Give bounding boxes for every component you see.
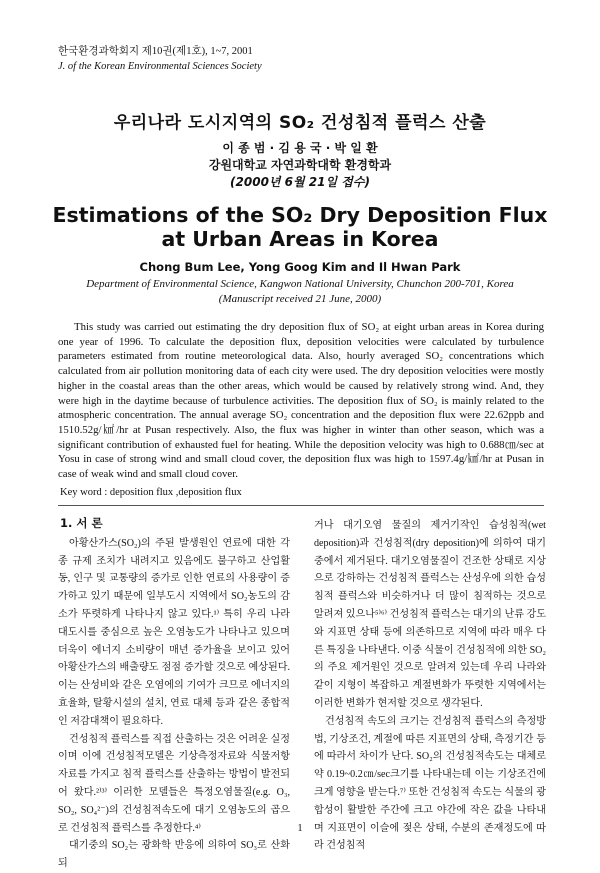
english-affiliation: Department of Environmental Science, Kangwon National University, Chunchon 200-701, Korea [86,278,514,290]
right-column [314,517,546,855]
journal-name-english: J. of the Korean Environmental Sciences Society [58,61,262,72]
korean-affiliation: 강원대학교 자연과학대학 환경학과 [208,158,392,172]
body-paragraph: 대기중의 SO₂는 광화학 반응에 의하여 SO₃로 산화되 [58,840,290,870]
english-affiliation-block [0,277,600,307]
body-paragraph: 건성침적 속도의 크기는 건성침적 플럭스의 측정방법, 기상조건, 계절에 따른 지표면의 상태, 측정기간 등에 따라서 차이가 난다. SO₂의 건성침적속도는 대체로 약 0.19~0.2㎝/sec크기를 나타내는데 이는 기상조건에 크게 영향을 받는다.⁷⁾ 또한 건성침적 속도는 식물의 광합성이 활발한 주간에 크고 야간에 작은 값을 나타내며 지표면이 이슬에 젖은 상태, 수분의 존재정도에 따라 건성침적 [314,715,546,852]
abstract: This study was carried out estimating the dry deposition flux of SO₂ at eight urban areas in Korea during one year of 1996. To calculate the deposition flux, deposition velocities were calculated by turbulence parameters estimated from routine meteorological data. Also, hourly averaged SO₂ concentrations which calculated from air pollution monitoring data of each city were used. The dry deposition velocities were mostly higher in the coastal areas than the other areas, which would be caused by relatively strong wind. And, they were high in the daytime because of turbulence activities. The deposition flux of SO₂ is mainly related to the atmospheric concentration. The annual average SO₂ concentration and the deposition flux were 22.62ppb and 1510.52g/㎢/hr at Pusan respectively. Also, the flux was higher in winter than other season, which was a significant contribution of exhausted fuel for heating. While the deposition velocity was high to 0.688㎝/sec at Yosu in case of strong wind and small cloud cover, the deposition flux was high to 1597.4g/㎢/hr at Pusan in case of weak wind and small cloud cover. [58,321,544,481]
body-paragraph: 건성침적 플럭스를 직접 산출하는 것은 어려운 실정이며 이에 건성침적모델은 기상측정자료와 식물저항자료를 가지고 침적 플럭스를 산출하는 방법이 발전되어 왔다.²⁾³⁾ 이러한 모델들은 특정오염물질(e.g. O₃, SO₂, SO₄²⁻)의 건성침적속도에 대기 오염농도의 곱으로 건성침적 플럭스를 추정한다.⁴⁾ [58,733,290,834]
body-paragraph: 거나 대기오염 물질의 제거기작인 습성침적(wet deposition)과 건성침적(dry deposition)에 의하여 대기 중에서 제거된다. 대기오염물질이 건조한 상태로 지상으로 강하하는 건성침적 플럭스는 산성우에 의한 습성침적 플럭스와 비슷하거나 더 많이 침적하는 것으로 알려져 있으나⁵⁾⁶⁾ 건성침적 플럭스는 대기의 난류 강도와 지표면 상태 등에 의존하므로 지역에 따라 매우 다른 특징을 나타낸다. 이중 식물이 건성침적에 의한 SO₂의 주요 제거원인 것으로 알려져 있는데 우리 나라와 같이 지형이 복잡하고 계절변화가 뚜렷한 지역에서는 이러한 변화가 현저할 것으로 생각된다. [314,520,546,709]
korean-title: 우리나라 도시지역의 SO₂ 건성침적 플럭스 산출 [113,113,487,133]
keywords: Key word : deposition flux ,deposition flux [60,487,242,498]
body-paragraph: 아황산가스(SO₂)의 주된 발생원인 연료에 대한 각종 규제 조치가 내려지고 있음에도 불구하고 산업활동, 인구 및 교통량의 증가로 인한 연료의 사용량이 증가하고 있기 때문에 일부도시 지역에서 SO₂농도의 감소가 뚜렷하게 나타나지 않고 있다.¹⁾ 특히 우리 나라 대도시를 중심으로 높은 오염농도가 나타나고 있으며 더욱이 에너지 소비량이 매년 증가율을 보이고 있어 아황산가스의 배출량도 점점 증가할 것으로 예상된다. 이는 산성비와 같은 오염에의 기여가 크므로 에너지의 효율화, 탈황시설의 설치, 연료 대체 등과 같은 종합적인 저감대책이 필요하다. [58,537,290,727]
section-heading-introduction: 1. 서 론 [60,516,103,530]
journal-header [58,44,262,74]
journal-citation-korean: 한국환경과학회지 제10권(제1호), 1~7, 2001 [58,46,253,57]
english-received-date: (Manuscript received 21 June, 2000) [218,293,382,305]
section-divider [58,505,544,506]
korean-received-date: (2000년 6월 21일 접수) [230,175,370,189]
korean-authors: 이 종 범 · 김 용 국 · 박 일 환 [222,141,378,155]
left-column [58,515,290,873]
english-title: Estimations of the SO₂ Dry Deposition Flux at Urban Areas in Korea [52,203,548,251]
korean-author-block [0,140,600,191]
page-number: 1 [297,823,303,834]
english-authors: Chong Bum Lee, Yong Goog Kim and Il Hwan Park [139,260,461,274]
